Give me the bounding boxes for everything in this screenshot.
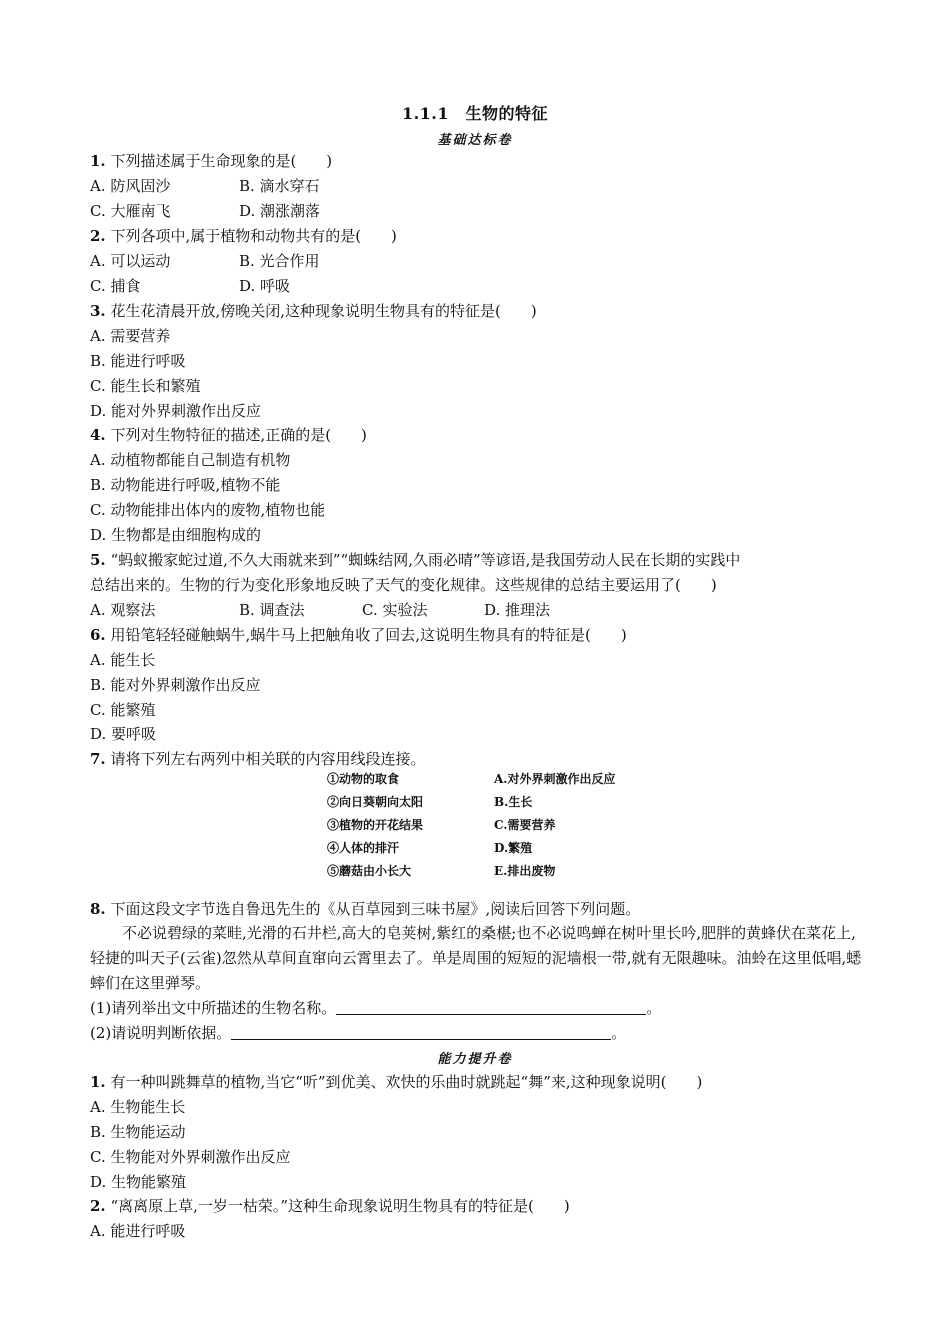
question-3-option-d: D. 能对外界刺激作出反应 [90,402,262,420]
question-6-option-a: A. 能生长 [90,651,156,669]
section-heading-advanced: 能力提升卷 [437,1052,513,1067]
page-title: 1.1.1 生物的特征 [401,104,549,123]
advanced-question-2-stem [90,1196,570,1216]
match-right-item-a: A.对外界刺激作出反应 [494,772,616,786]
advanced-question-2-option-a: A. 能进行呼吸 [90,1222,186,1240]
question-number: 3. [90,302,106,320]
question-4-option-c: C. 动物能排出体内的废物,植物也能 [90,501,326,519]
question-number: 1. [90,152,106,170]
option-d: D. 呼吸 [239,277,291,295]
question-8-stem [90,899,640,919]
answer-blank-2[interactable] [231,1023,611,1040]
question-7-stem [90,749,425,769]
option-d: D. 推理法 [484,601,551,619]
match-left-item-3: ③植物的开花结果 [327,818,424,832]
sub-question-text: (1)请列举出文中所描述的生物名称。 [90,999,337,1017]
question-6-option-c: C. 能繁殖 [90,701,156,719]
question-1-options-row1 [90,176,320,196]
match-left-item-1: ①动物的取食 [327,772,400,786]
option-c: C. 捕食 [90,277,141,295]
option-c: C. 大雁南飞 [90,202,171,220]
question-8-sub-1 [90,998,661,1018]
option-a: A. 防风固沙 [90,177,171,195]
question-3-option-b: B. 能进行呼吸 [90,352,186,370]
advanced-question-1-stem [90,1072,702,1092]
advanced-question-1-option-a: A. 生物能生长 [90,1098,186,1116]
section-heading-basic: 基础达标卷 [437,133,513,148]
option-d: D. 潮涨潮落 [239,202,321,220]
question-number: 4. [90,426,106,444]
question-number: 6. [90,626,106,644]
question-text: “离离原上草,一岁一枯荣。”这种生命现象说明生物具有的特征是( ) [105,1197,570,1215]
sub-question-end: 。 [646,999,662,1017]
question-text: 下列对生物特征的描述,正确的是( ) [105,426,367,444]
option-a: A. 观察法 [90,601,156,619]
question-4-option-d: D. 生物都是由细胞构成的 [90,526,262,544]
question-number: 2. [90,227,106,245]
option-b: B. 调查法 [239,601,305,619]
answer-blank-1[interactable] [336,998,646,1015]
question-text: 下面这段文字节选自鲁迅先生的《从百草园到三味书屋》,阅读后回答下列问题。 [105,900,641,918]
question-text: 用铅笔轻轻碰触蜗牛,蜗牛马上把触角收了回去,这说明生物具有的特征是( ) [105,626,627,644]
question-6-stem [90,625,627,645]
question-8-passage: 不必说碧绿的菜畦,光滑的石井栏,高大的皂荚树,紫红的桑椹;也不必说鸣蝉在树叶里长吟,肥胖的黄蜂伏在菜花上,轻捷的叫天子(云雀)忽然从草间直窜向云霄里去了。单是周围的短短的泥墙根一带,就有无限趣味。油蛉在这里低唱,蟋蟀们在这里弹琴。 [90,924,862,992]
option-b: B. 光合作用 [239,252,320,270]
question-4-option-a: A. 动植物都能自己制造有机物 [90,451,291,469]
question-3-option-c: C. 能生长和繁殖 [90,377,201,395]
question-number: 5. [90,551,106,569]
advanced-question-1-option-d: D. 生物能繁殖 [90,1173,187,1191]
question-5-stem-line1 [90,550,740,570]
option-b: B. 滴水穿石 [239,177,320,195]
question-text: “蚂蚁搬家蛇过道,不久大雨就来到”“蜘蛛结网,久雨必晴”等谚语,是我国劳动人民在长期的实践中 [105,551,741,569]
match-left-item-2: ②向日葵朝向太阳 [327,795,424,809]
question-1-options-row2 [90,201,321,221]
question-text: 有一种叫跳舞草的植物,当它“听”到优美、欢快的乐曲时就跳起“舞”来,这种现象说明( ) [105,1073,703,1091]
match-left-item-5: ⑤蘑菇由小长大 [327,864,412,878]
question-3-stem [90,301,537,321]
match-left-item-4: ④人体的排汗 [327,841,400,855]
match-right-item-e: E.排出废物 [494,864,556,878]
question-5-options [90,600,790,620]
question-text: 花生花清晨开放,傍晚关闭,这种现象说明生物具有的特征是( ) [105,302,537,320]
question-2-options-row1 [90,251,320,271]
advanced-question-1-option-b: B. 生物能运动 [90,1123,186,1141]
match-right-item-b: B.生长 [494,795,533,809]
question-6-option-b: B. 能对外界刺激作出反应 [90,676,261,694]
question-1-stem [90,151,332,171]
sub-question-end: 。 [611,1024,627,1042]
advanced-question-1-option-c: C. 生物能对外界刺激作出反应 [90,1148,291,1166]
question-2-options-row2 [90,276,291,296]
question-text: 下列各项中,属于植物和动物共有的是( ) [105,227,397,245]
question-text: 请将下列左右两列中相关联的内容用线段连接。 [105,750,426,768]
question-number: 2. [90,1197,106,1215]
sub-question-text: (2)请说明判断依据。 [90,1024,232,1042]
option-c: C. 实验法 [362,601,428,619]
question-2-stem [90,226,397,246]
question-3-option-a: A. 需要营养 [90,327,171,345]
question-8-sub-2 [90,1023,626,1043]
question-number: 8. [90,900,106,918]
question-5-stem-line2: 总结出来的。生物的行为变化形象地反映了天气的变化规律。这些规律的总结主要运用了( ) [90,576,717,594]
question-text: 下列描述属于生命现象的是( ) [105,152,333,170]
question-number: 7. [90,750,106,768]
question-4-option-b: B. 动物能进行呼吸,植物不能 [90,476,281,494]
question-number: 1. [90,1073,106,1091]
option-a: A. 可以运动 [90,252,171,270]
question-4-stem [90,425,367,445]
match-right-item-d: D.繁殖 [494,841,533,855]
match-right-item-c: C.需要营养 [494,818,556,832]
question-6-option-d: D. 要呼吸 [90,725,157,743]
